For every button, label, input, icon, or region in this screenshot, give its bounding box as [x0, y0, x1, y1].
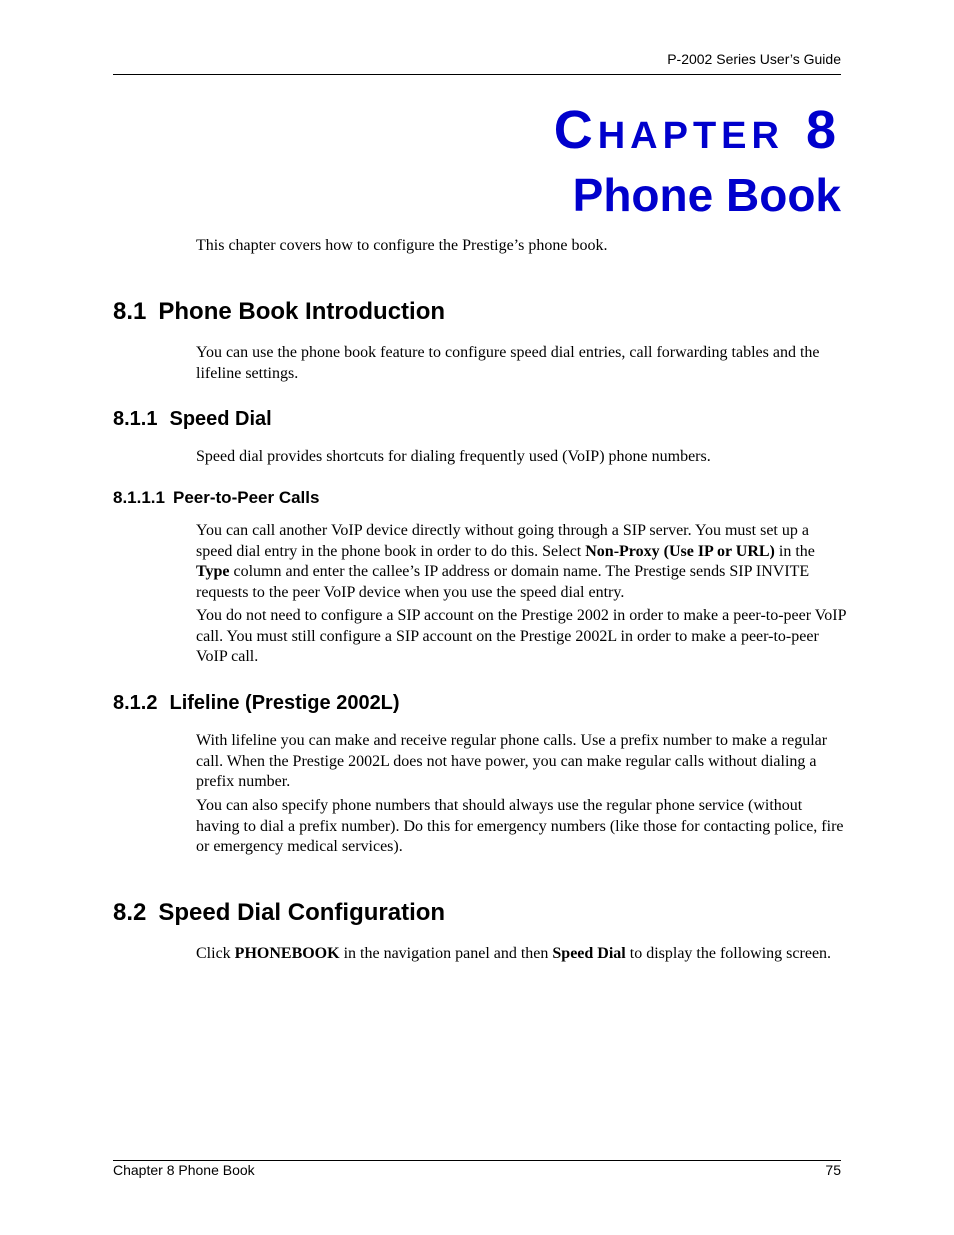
- section-title: Peer-to-Peer Calls: [173, 488, 320, 507]
- peer-to-peer-paragraph-2: You do not need to configure a SIP account on the Prestige 2002 in order to make a peer-to-peer VoIP call. You must still configure a SIP account on the Prestige 2002L in order to make a peer-to-peer VoIP call.: [196, 607, 846, 665]
- text-run: in the navigation panel and then: [339, 945, 553, 962]
- section-title: Phone Book Introduction: [158, 298, 446, 325]
- section-heading-8-1: [113, 298, 445, 326]
- ui-term-phonebook: PHONEBOOK: [234, 945, 340, 962]
- chapter-title: Phone Book: [572, 169, 841, 221]
- footer-rule: [113, 1160, 841, 1161]
- section-number: 8.1.2: [113, 692, 158, 714]
- lifeline-paragraph-2: You can also specify phone numbers that should always use the regular phone service (without having to dial a prefix number). Do this for emergency numbers (like those for contacting police, fire or emergency medical services).: [196, 797, 844, 855]
- chapter-intro: This chapter covers how to configure the Prestige’s phone book.: [196, 237, 608, 254]
- section-8-1-1-body: Speed dial provides shortcuts for dialing frequently used (VoIP) phone numbers.: [196, 448, 711, 465]
- chapter-word-rest: HAPTER: [597, 115, 784, 157]
- peer-to-peer-paragraph-1: [196, 521, 846, 603]
- header-rule: [113, 74, 841, 75]
- section-number: 8.1: [113, 298, 147, 325]
- lifeline-paragraph-1: With lifeline you can make and receive regular phone calls. Use a prefix number to make a regular call. When the Prestige 2002L does not have power, you can make regular calls without dialing a prefix number.: [196, 732, 828, 790]
- section-title: Speed Dial: [169, 408, 272, 430]
- text-run: in the: [774, 542, 815, 560]
- text-run: column and enter the callee’s IP address or domain name. The Prestige sends SIP INVITE requests to the peer VoIP device when you use the speed dial entry.: [196, 563, 810, 601]
- chapter-initial: C: [553, 100, 598, 160]
- section-title: Lifeline (Prestige 2002L): [169, 692, 400, 714]
- section-heading-8-2: [113, 899, 445, 927]
- ui-term-speed-dial: Speed Dial: [552, 945, 626, 962]
- section-heading-8-1-1-1: [113, 488, 319, 508]
- footer-chapter-label: Chapter 8 Phone Book: [113, 1162, 255, 1178]
- chapter-label: [554, 100, 841, 166]
- section-8-1-body: You can use the phone book feature to configure speed dial entries, call forwarding tables and the lifeline settings.: [196, 344, 820, 382]
- section-number: 8.1.1.1: [113, 488, 165, 507]
- section-title: Speed Dial Configuration: [158, 899, 446, 926]
- section-number: 8.1.1: [113, 408, 158, 430]
- footer-page-number: 75: [825, 1162, 841, 1178]
- section-heading-8-1-2: [113, 692, 400, 715]
- section-heading-8-1-1: [113, 408, 272, 431]
- text-run: to display the following screen.: [625, 945, 832, 962]
- running-header-title: P-2002 Series User’s Guide: [667, 51, 841, 67]
- ui-term-non-proxy: Non-Proxy (Use IP or URL): [585, 542, 775, 560]
- ui-term-type: Type: [196, 563, 230, 580]
- chapter-number: 8: [805, 100, 841, 160]
- speed-dial-config-paragraph: [196, 944, 846, 965]
- text-run: You can call another VoIP device directly without going through a SIP server. You must set up a speed dial entry in the phone book in order to do this. Select: [196, 522, 809, 560]
- section-number: 8.2: [113, 899, 147, 926]
- text-run: Click: [196, 945, 235, 962]
